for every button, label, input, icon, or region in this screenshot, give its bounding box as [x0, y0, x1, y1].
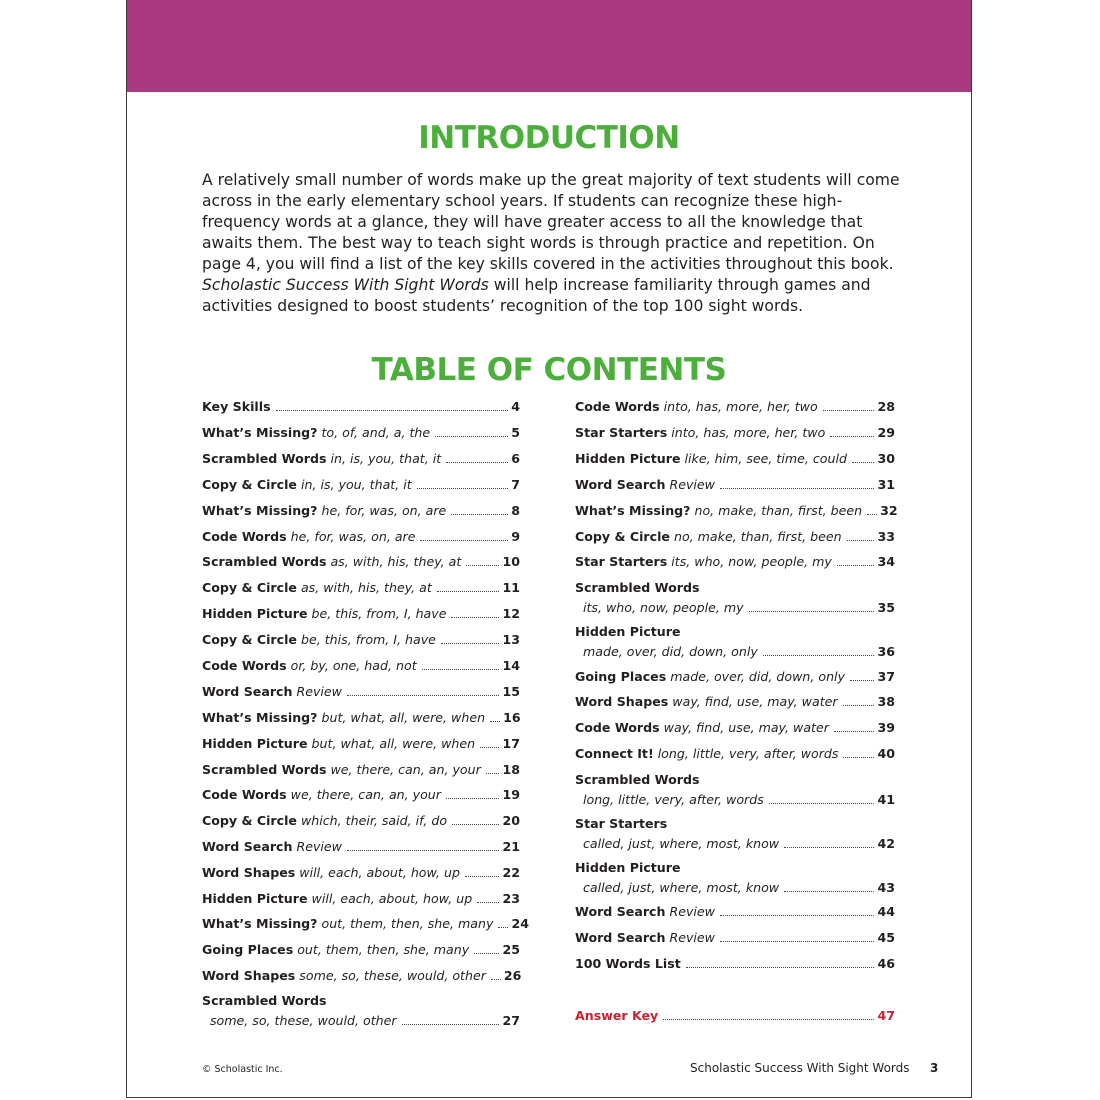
- toc-entry-leader: [837, 565, 875, 566]
- toc-entry-line: [202, 501, 520, 521]
- toc-entry-page: 47: [877, 1008, 895, 1023]
- toc-entry-leader: [437, 591, 500, 592]
- toc-entry: [575, 770, 895, 810]
- toc-entry-title: Code Words: [575, 399, 660, 414]
- toc-entry: [202, 940, 520, 960]
- toc-entry-leader: [402, 1024, 500, 1025]
- toc-entry-line: [202, 682, 520, 702]
- toc-entry-page: 21: [502, 839, 520, 854]
- toc-entry-line: [575, 770, 895, 790]
- introduction-heading: INTRODUCTION: [418, 120, 680, 156]
- toc-entry: [575, 423, 895, 443]
- toc-entry: [575, 527, 895, 547]
- toc-entry-title: Word Search: [202, 684, 293, 699]
- toc-entry-leader: [347, 850, 500, 851]
- toc-entry-words: its, who, now, people, my: [583, 600, 744, 615]
- toc-entry-leader: [466, 565, 499, 566]
- toc-entry-line: [575, 928, 895, 948]
- toc-entry-leader: [867, 514, 877, 515]
- toc-entry-words: be, this, from, I, have: [300, 632, 436, 647]
- toc-entry: [202, 734, 520, 754]
- toc-entry-page: 33: [877, 529, 895, 544]
- toc-entry: [202, 785, 520, 805]
- toc-entry-words: will, each, about, how, up: [299, 865, 460, 880]
- toc-entry-line: [575, 790, 895, 810]
- toc-entry-words: called, just, where, most, know: [583, 836, 780, 851]
- toc-entry-page: 43: [877, 880, 895, 895]
- toc-entry: [575, 397, 895, 417]
- toc-entry-words: will, each, about, how, up: [311, 891, 473, 906]
- toc-entry-page: 28: [877, 399, 895, 414]
- toc-entry: [575, 501, 898, 521]
- toc-entry-title: Scrambled Words: [202, 554, 327, 569]
- toc-entry: [202, 966, 520, 986]
- toc-entry-title: Star Starters: [575, 554, 668, 569]
- toc-entry-line: [202, 863, 520, 883]
- toc-entry-words: Review: [296, 839, 342, 854]
- toc-entry-title: Connect It!: [575, 746, 654, 761]
- toc-entry-line: [575, 692, 895, 712]
- toc-entry-line: [575, 552, 895, 572]
- toc-entry-words: made, over, did, down, only: [670, 669, 846, 684]
- toc-entry-leader: [843, 757, 874, 758]
- toc-entry-line: [575, 1006, 895, 1026]
- copyright-notice: © Scholastic Inc.: [202, 1064, 283, 1075]
- toc-entry-page: 19: [502, 787, 520, 802]
- toc-entry-leader: [847, 540, 875, 541]
- toc-entry-leader: [465, 876, 499, 877]
- toc-entry-leader: [446, 462, 508, 463]
- page-number: 3: [930, 1061, 939, 1075]
- toc-entry-leader: [480, 747, 499, 748]
- toc-entry: [575, 622, 895, 662]
- toc-entry-line: [575, 667, 895, 687]
- toc-entry-page: 41: [877, 792, 895, 807]
- toc-entry-words: we, there, can, an, your: [330, 762, 481, 777]
- toc-entry-words: as, with, his, they, at: [300, 580, 432, 595]
- toc-entry-leader: [435, 436, 508, 437]
- toc-entry-leader: [852, 462, 875, 463]
- toc-entry-title: What’s Missing?: [202, 710, 318, 725]
- toc-entry-line: [575, 642, 895, 662]
- toc-entry: [202, 760, 520, 780]
- toc-entry-page: 39: [877, 720, 895, 735]
- toc-entry: [575, 1006, 895, 1026]
- toc-entry-leader: [763, 655, 875, 656]
- toc-entry-line: [202, 966, 520, 986]
- toc-entry: [575, 552, 895, 572]
- header-banner: [127, 0, 971, 92]
- toc-entry-leader: [749, 611, 875, 612]
- toc-entry: [202, 604, 520, 624]
- toc-entry-title: Scrambled Words: [202, 993, 327, 1008]
- toc-entry-words: but, what, all, were, when: [321, 710, 486, 725]
- toc-entry: [202, 501, 520, 521]
- toc-entry-page: 46: [877, 956, 895, 971]
- toc-entry-line: [202, 940, 520, 960]
- toc-entry: [202, 527, 520, 547]
- toc-entry: [202, 578, 520, 598]
- intro-text-before: A relatively small number of words make up the great majority of text students will come across in the early elementary school years. If students can recognize these high-frequency words at a glance, they will have greater access to all the knowledge that awaits them. The best way to teach sight words is through practice and repetition. On page 4, you will find a list of the key skills covered in the activities throughout this book.: [202, 171, 900, 273]
- toc-entry: [202, 889, 520, 909]
- toc-entry-leader: [843, 705, 875, 706]
- toc-entry-line: [202, 785, 520, 805]
- toc-entry-title: Copy & Circle: [202, 632, 297, 647]
- toc-entry-page: 29: [877, 425, 895, 440]
- toc-entry-leader: [451, 617, 499, 618]
- toc-entry-words: as, with, his, they, at: [330, 554, 462, 569]
- toc-entry-words: some, so, these, would, other: [210, 1013, 397, 1028]
- toc-entry-leader: [417, 488, 509, 489]
- toc-entry-line: [202, 578, 520, 598]
- toc-entry-line: [202, 1011, 520, 1031]
- toc-entry-words: Review: [296, 684, 342, 699]
- toc-entry-title: Word Search: [575, 930, 666, 945]
- toc-entry-title: Copy & Circle: [202, 580, 297, 595]
- toc-entry-title: Code Words: [575, 720, 660, 735]
- toc-entry-words: no, make, than, first, been: [673, 529, 842, 544]
- toc-entry-page: 40: [877, 746, 895, 761]
- toc-entry-line: [575, 622, 895, 642]
- toc-entry-page: 42: [877, 836, 895, 851]
- toc-entry-page: 10: [502, 554, 520, 569]
- toc-entry-title: Going Places: [575, 669, 667, 684]
- toc-entry-leader: [784, 847, 874, 848]
- toc-entry-page: 16: [503, 710, 521, 725]
- toc-entry: [575, 692, 895, 712]
- toc-entry-leader: [663, 1019, 874, 1020]
- toc-entry-title: Key Skills: [202, 399, 271, 414]
- toc-entry: [575, 449, 895, 469]
- toc-entry-line: [575, 878, 895, 898]
- toc-entry-title: Code Words: [202, 658, 287, 673]
- toc-entry-title: What’s Missing?: [575, 503, 691, 518]
- toc-entry-page: 26: [503, 968, 522, 983]
- toc-entry-page: 5: [511, 425, 520, 440]
- toc-entry-line: [202, 914, 529, 934]
- toc-entry-page: 35: [877, 600, 895, 615]
- toc-entry-title: Hidden Picture: [202, 606, 308, 621]
- toc-entry-page: 45: [877, 930, 895, 945]
- toc-entry-line: [575, 902, 895, 922]
- toc-entry-line: [202, 449, 520, 469]
- toc-entry-leader: [784, 891, 874, 892]
- toc-entry-words: called, just, where, most, know: [583, 880, 780, 895]
- toc-entry-line: [575, 858, 895, 878]
- toc-entry-line: [575, 501, 898, 521]
- toc-entry: [575, 744, 895, 764]
- toc-entry-line: [202, 889, 520, 909]
- toc-entry-title: Copy & Circle: [575, 529, 670, 544]
- toc-entry: [202, 914, 529, 934]
- toc-entry: [202, 656, 520, 676]
- toc-entry-title: Star Starters: [575, 816, 668, 831]
- toc-entry: [575, 954, 895, 974]
- toc-entry-words: Review: [669, 904, 715, 919]
- toc-entry-page: 30: [877, 451, 895, 466]
- toc-entry: [575, 578, 895, 618]
- toc-entry-title: Scrambled Words: [202, 762, 327, 777]
- toc-entry: [202, 449, 520, 469]
- page: [126, 0, 972, 1098]
- toc-entry-line: [575, 718, 895, 738]
- toc-entry-leader: [452, 824, 499, 825]
- toc-entry-page: 6: [511, 451, 520, 466]
- toc-entry: [202, 863, 520, 883]
- toc-entry-page: 8: [511, 503, 520, 518]
- toc-entry-line: [575, 475, 895, 495]
- toc-entry-page: 37: [877, 669, 895, 684]
- toc-entry-title: Star Starters: [575, 425, 668, 440]
- toc-entry-line: [575, 397, 895, 417]
- toc-entry-title: Scrambled Words: [202, 451, 327, 466]
- toc-entry: [202, 630, 520, 650]
- toc-entry-title: What’s Missing?: [202, 425, 318, 440]
- toc-entry-page: 18: [502, 762, 520, 777]
- toc-entry-line: [202, 811, 520, 831]
- toc-entry-words: or, by, one, had, not: [290, 658, 417, 673]
- toc-entry-page: 24: [511, 916, 529, 931]
- toc-entry-leader: [451, 514, 508, 515]
- toc-entry-title: Word Shapes: [202, 865, 296, 880]
- table-of-contents-heading: TABLE OF CONTENTS: [371, 352, 727, 388]
- toc-entry-page: 14: [502, 658, 520, 673]
- toc-entry-words: to, of, and, a, the: [321, 425, 431, 440]
- toc-entry-line: [202, 552, 520, 572]
- footer-book-title: Scholastic Success With Sight Words: [690, 1061, 910, 1075]
- toc-entry-line: [202, 837, 520, 857]
- toc-entry-leader: [769, 803, 875, 804]
- toc-entry-line: [202, 475, 520, 495]
- toc-entry-page: 22: [502, 865, 520, 880]
- toc-entry-page: 13: [502, 632, 520, 647]
- intro-book-title: Scholastic Success With Sight Words: [202, 276, 489, 294]
- toc-entry-leader: [830, 436, 874, 437]
- toc-entry-page: 15: [502, 684, 520, 699]
- toc-entry-words: into, has, more, her, two: [663, 399, 818, 414]
- toc-entry-title: Word Search: [575, 477, 666, 492]
- toc-entry-page: 9: [511, 529, 520, 544]
- toc-entry-leader: [446, 798, 500, 799]
- toc-entry-leader: [850, 680, 874, 681]
- toc-entry-line: [575, 578, 895, 598]
- toc-entry-line: [202, 760, 520, 780]
- toc-entry-words: like, him, see, time, could: [684, 451, 847, 466]
- toc-entry-words: Review: [669, 477, 715, 492]
- toc-entry-words: its, who, now, people, my: [671, 554, 832, 569]
- toc-entry-words: long, little, very, after, words: [583, 792, 764, 807]
- toc-entry-line: [575, 834, 895, 854]
- toc-entry-leader: [420, 540, 508, 541]
- toc-entry-line: [202, 527, 520, 547]
- toc-entry-page: 27: [502, 1013, 520, 1028]
- toc-entry-title: Word Shapes: [575, 694, 669, 709]
- toc-entry-words: long, little, very, after, words: [657, 746, 839, 761]
- toc-entry-page: 17: [502, 736, 520, 751]
- toc-entry-line: [202, 734, 520, 754]
- toc-entry-words: he, for, was, on, are: [321, 503, 447, 518]
- toc-entry-title: Code Words: [202, 529, 287, 544]
- toc-entry-title: Copy & Circle: [202, 477, 297, 492]
- toc-entry-leader: [422, 669, 500, 670]
- toc-entry-title: Hidden Picture: [202, 891, 308, 906]
- toc-entry-words: way, find, use, may, water: [672, 694, 838, 709]
- toc-entry-line: [575, 598, 895, 618]
- toc-entry: [575, 718, 895, 738]
- toc-entry-words: in, is, you, that, it: [300, 477, 412, 492]
- toc-entry-words: we, there, can, an, your: [290, 787, 441, 802]
- toc-entry-line: [575, 954, 895, 974]
- toc-entry: [575, 814, 895, 854]
- toc-entry-line: [202, 604, 520, 624]
- toc-entry-page: 7: [511, 477, 520, 492]
- toc-entry: [202, 991, 520, 1031]
- toc-entry-leader: [441, 643, 500, 644]
- toc-entry: [575, 858, 895, 898]
- toc-entry-words: way, find, use, may, water: [663, 720, 829, 735]
- toc-entry-words: in, is, you, that, it: [330, 451, 442, 466]
- toc-entry-page: 34: [877, 554, 895, 569]
- toc-entry-words: Review: [669, 930, 715, 945]
- toc-entry-words: some, so, these, would, other: [299, 968, 486, 983]
- toc-entry: [202, 811, 520, 831]
- toc-entry-page: 36: [877, 644, 895, 659]
- toc-entry-page: 11: [502, 580, 520, 595]
- toc-entry-line: [202, 656, 520, 676]
- toc-entry-title: Hidden Picture: [575, 860, 681, 875]
- toc-entry-page: 20: [502, 813, 520, 828]
- toc-entry-page: 4: [511, 399, 520, 414]
- toc-entry-leader: [276, 410, 509, 411]
- toc-entry-line: [202, 991, 520, 1011]
- toc-entry-title: Hidden Picture: [202, 736, 308, 751]
- toc-entry-leader: [477, 902, 499, 903]
- toc-entry: [202, 837, 520, 857]
- toc-entry: [202, 552, 520, 572]
- toc-entry-page: 25: [502, 942, 520, 957]
- toc-entry-line: [202, 708, 520, 728]
- toc-entry-words: which, their, said, if, do: [300, 813, 448, 828]
- toc-entry-title: Word Shapes: [202, 968, 296, 983]
- toc-entry: [575, 902, 895, 922]
- toc-entry: [202, 475, 520, 495]
- toc-entry-page: 44: [877, 904, 895, 919]
- toc-entry-leader: [686, 967, 875, 968]
- toc-entry-page: 23: [502, 891, 520, 906]
- toc-entry-leader: [720, 941, 875, 942]
- toc-entry-title: Word Search: [202, 839, 293, 854]
- toc-entry-leader: [834, 731, 875, 732]
- toc-entry-leader: [720, 488, 875, 489]
- toc-entry: [575, 667, 895, 687]
- toc-entry: [575, 928, 895, 948]
- toc-entry-leader: [490, 721, 500, 722]
- toc-entry-words: no, make, than, first, been: [694, 503, 863, 518]
- intro-text-after: will help increase familiarity through games and activities designed to boost students’ recognition of the top 100 sight words.: [202, 276, 871, 315]
- toc-entry-title: Scrambled Words: [575, 772, 700, 787]
- toc-entry-page: 32: [880, 503, 898, 518]
- toc-entry-leader: [491, 979, 501, 980]
- toc-entry-line: [575, 423, 895, 443]
- toc-entry-page: 38: [877, 694, 895, 709]
- toc-entry-line: [202, 630, 520, 650]
- toc-entry-leader: [823, 410, 875, 411]
- toc-entry-words: out, them, then, she, many: [321, 916, 494, 931]
- toc-entry-line: [575, 744, 895, 764]
- toc-entry-leader: [720, 915, 875, 916]
- toc-entry-title: Answer Key: [575, 1008, 659, 1023]
- toc-entry-words: he, for, was, on, are: [290, 529, 416, 544]
- toc-entry-words: out, them, then, she, many: [297, 942, 470, 957]
- toc-entry-line: [575, 449, 895, 469]
- toc-entry-line: [575, 814, 895, 834]
- toc-entry-words: be, this, from, I, have: [311, 606, 447, 621]
- toc-entry: [575, 475, 895, 495]
- toc-entry-title: What’s Missing?: [202, 503, 318, 518]
- toc-entry-title: Word Search: [575, 904, 666, 919]
- toc-entry-words: but, what, all, were, when: [311, 736, 476, 751]
- toc-entry-words: made, over, did, down, only: [583, 644, 758, 659]
- toc-entry: [202, 423, 520, 443]
- toc-entry: [202, 708, 520, 728]
- toc-entry-page: 31: [877, 477, 895, 492]
- introduction-text: [202, 170, 902, 317]
- toc-entry-leader: [486, 773, 500, 774]
- toc-entry-line: [202, 397, 520, 417]
- toc-entry-title: Hidden Picture: [575, 624, 681, 639]
- toc-entry-page: 12: [502, 606, 520, 621]
- toc-entry-line: [575, 527, 895, 547]
- toc-entry-title: Going Places: [202, 942, 294, 957]
- toc-entry-leader: [474, 953, 499, 954]
- toc-entry-title: Code Words: [202, 787, 287, 802]
- toc-entry: [202, 397, 520, 417]
- toc-entry-line: [202, 423, 520, 443]
- toc-entry-leader: [498, 927, 508, 928]
- toc-entry-words: into, has, more, her, two: [671, 425, 826, 440]
- toc-entry-title: Hidden Picture: [575, 451, 681, 466]
- toc-entry-title: What’s Missing?: [202, 916, 318, 931]
- toc-entry-leader: [347, 695, 500, 696]
- toc-entry-title: Copy & Circle: [202, 813, 297, 828]
- toc-entry: [202, 682, 520, 702]
- toc-entry-title: Scrambled Words: [575, 580, 700, 595]
- toc-entry-title: 100 Words List: [575, 956, 681, 971]
